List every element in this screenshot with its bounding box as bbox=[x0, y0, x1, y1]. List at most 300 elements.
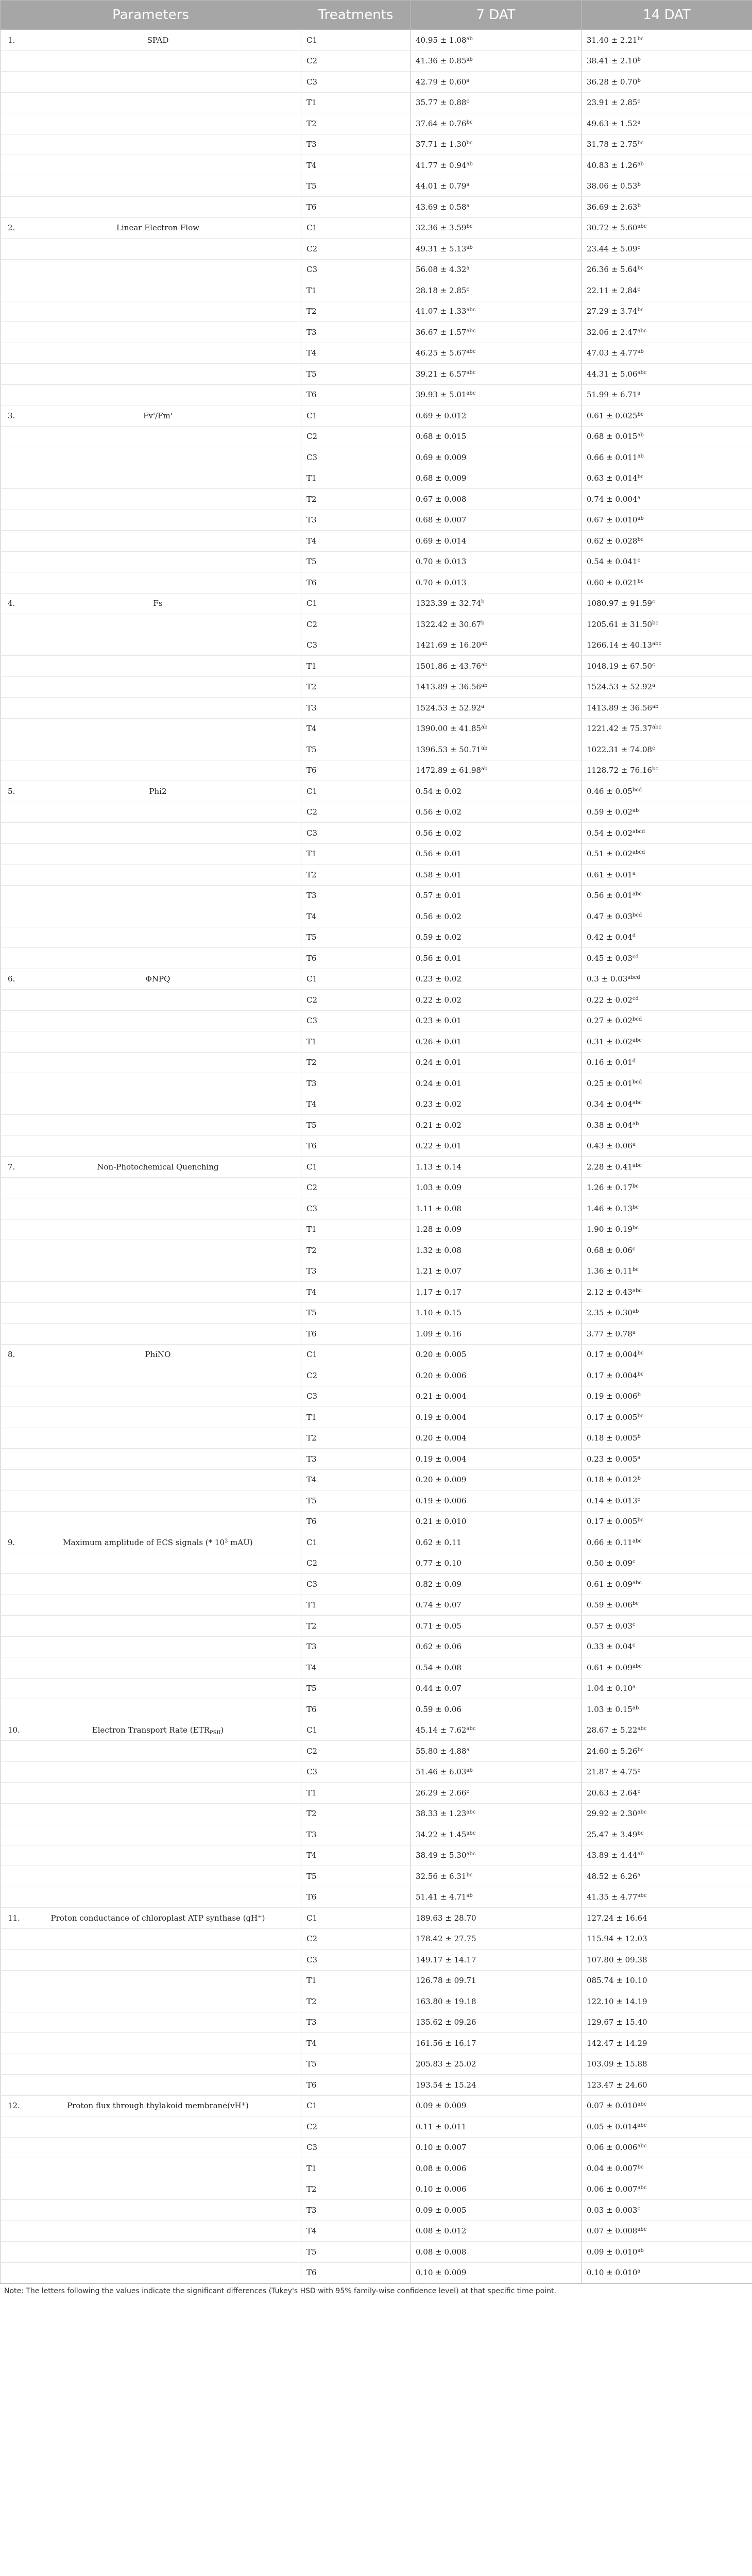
treatment-cell: T1 bbox=[301, 656, 411, 677]
treatment-cell: C2 bbox=[301, 1928, 411, 1950]
treatment-cell: C2 bbox=[301, 2116, 411, 2138]
value-7dat-cell bbox=[411, 1136, 582, 1157]
value-14dat: 0.67 ± 0.010 bbox=[587, 515, 638, 525]
value-7dat-significance-letters: b bbox=[481, 599, 485, 605]
value-14dat-cell bbox=[582, 1783, 752, 1804]
value-7dat-significance-letters: a bbox=[466, 77, 470, 83]
parameter-number: 8. bbox=[8, 1350, 15, 1360]
treatment-cell: C3 bbox=[301, 72, 411, 93]
value-7dat: 0.59 ± 0.02 bbox=[416, 933, 462, 942]
value-14dat-cell bbox=[582, 1302, 752, 1324]
value-7dat-significance-letters: abc bbox=[466, 307, 476, 313]
parameter-name-tail: ) bbox=[220, 1725, 224, 1735]
value-14dat-significance-letters: abc bbox=[637, 2185, 647, 2191]
value-7dat-significance-letters: a bbox=[466, 1747, 470, 1753]
parameter-name-sub: PSII bbox=[209, 1730, 221, 1736]
value-14dat-cell bbox=[582, 2095, 752, 2116]
treatment-cell: T2 bbox=[301, 1991, 411, 2012]
value-7dat-cell bbox=[411, 698, 582, 719]
treatment-cell: T1 bbox=[301, 2158, 411, 2179]
treatment-cell: T2 bbox=[301, 489, 411, 510]
value-7dat-cell bbox=[411, 134, 582, 155]
value-14dat-cell bbox=[582, 1866, 752, 1887]
parameter-name bbox=[5, 599, 301, 608]
value-7dat: 0.19 ± 0.004 bbox=[416, 1412, 467, 1422]
value-14dat: 115.94 ± 12.03 bbox=[587, 1934, 647, 1944]
table-row bbox=[1, 2221, 752, 2242]
value-7dat-cell bbox=[411, 676, 582, 698]
parameter-cell bbox=[1, 802, 301, 823]
value-7dat: 40.95 ± 1.08 bbox=[416, 35, 467, 45]
table-row bbox=[1, 239, 752, 260]
value-14dat: 085.74 ± 10.10 bbox=[587, 1976, 647, 1986]
value-14dat: 0.22 ± 0.02 bbox=[587, 995, 633, 1005]
parameter-cell bbox=[1, 2054, 301, 2075]
value-14dat: 2.35 ± 0.30 bbox=[587, 1308, 633, 1318]
parameter-cell bbox=[1, 134, 301, 155]
value-14dat-significance-letters: cd bbox=[632, 954, 639, 960]
value-14dat: 0.16 ± 0.01 bbox=[587, 1058, 633, 1067]
value-14dat: 41.35 ± 4.77 bbox=[587, 1892, 638, 1902]
parameter-cell bbox=[1, 1407, 301, 1428]
value-7dat-cell bbox=[411, 1344, 582, 1365]
value-7dat: 0.23 ± 0.01 bbox=[416, 1016, 462, 1026]
table-row bbox=[1, 468, 752, 489]
value-14dat-significance-letters: a bbox=[632, 870, 636, 876]
value-14dat-significance-letters: ab bbox=[632, 1121, 639, 1127]
treatment-cell: T6 bbox=[301, 572, 411, 594]
value-14dat: 0.04 ± 0.007 bbox=[587, 2163, 638, 2173]
table-row bbox=[1, 1991, 752, 2012]
table-row bbox=[1, 1344, 752, 1365]
parameter-cell bbox=[1, 1261, 301, 1282]
value-14dat-cell bbox=[582, 1282, 752, 1303]
value-7dat: 49.31 ± 5.13 bbox=[416, 244, 467, 253]
table-row bbox=[1, 948, 752, 969]
table-row bbox=[1, 1595, 752, 1616]
value-7dat-cell bbox=[411, 1511, 582, 1532]
parameter-number: 7. bbox=[8, 1162, 15, 1172]
table-row bbox=[1, 843, 752, 865]
value-14dat-cell bbox=[582, 1010, 752, 1031]
value-14dat-cell bbox=[582, 948, 752, 969]
value-7dat: 28.18 ± 2.85 bbox=[416, 285, 467, 295]
value-7dat: 0.20 ± 0.009 bbox=[416, 1475, 467, 1485]
value-14dat-significance-letters: bc bbox=[637, 265, 644, 272]
table-row bbox=[1, 1574, 752, 1595]
parameter-name-sup: + bbox=[241, 2102, 246, 2108]
treatment-cell: T5 bbox=[301, 364, 411, 385]
parameter-name bbox=[5, 223, 301, 232]
value-7dat: 0.26 ± 0.01 bbox=[416, 1037, 462, 1046]
value-14dat: 2.12 ± 0.43 bbox=[587, 1287, 633, 1297]
value-7dat: 36.67 ± 1.57 bbox=[416, 327, 467, 337]
value-7dat: 1501.86 ± 43.76 bbox=[416, 661, 482, 671]
value-14dat-cell bbox=[582, 1511, 752, 1532]
treatment-cell: T5 bbox=[301, 927, 411, 948]
table-row bbox=[1, 2075, 752, 2096]
value-14dat-cell bbox=[582, 405, 752, 427]
parameter-name-tail: ) bbox=[245, 2101, 249, 2111]
value-7dat-cell bbox=[411, 1386, 582, 1407]
parameter-cell bbox=[1, 1302, 301, 1324]
value-14dat-cell bbox=[582, 1344, 752, 1365]
parameter-cell bbox=[1, 50, 301, 72]
table-row bbox=[1, 1908, 752, 1929]
value-14dat: 0.63 ± 0.014 bbox=[587, 473, 638, 483]
value-14dat: 0.18 ± 0.005 bbox=[587, 1433, 638, 1443]
value-7dat-cell bbox=[411, 1595, 582, 1616]
value-14dat-cell bbox=[582, 50, 752, 72]
value-14dat-cell bbox=[582, 2075, 752, 2096]
parameter-cell bbox=[1, 1678, 301, 1699]
value-14dat-significance-letters: ab bbox=[637, 2247, 644, 2253]
treatment-cell: T1 bbox=[301, 1970, 411, 1991]
value-14dat: 2.28 ± 0.41 bbox=[587, 1162, 633, 1172]
value-7dat: 41.36 ± 0.85 bbox=[416, 56, 467, 66]
value-7dat-cell bbox=[411, 2054, 582, 2075]
parameter-cell bbox=[1, 217, 301, 239]
treatment-cell: T6 bbox=[301, 760, 411, 781]
value-7dat-significance-letters: ab bbox=[481, 683, 488, 689]
value-14dat: 0.06 ± 0.006 bbox=[587, 2143, 638, 2153]
value-14dat-cell bbox=[582, 280, 752, 301]
value-14dat-cell bbox=[582, 1324, 752, 1345]
value-7dat: 1.09 ± 0.16 bbox=[416, 1329, 462, 1338]
value-14dat-cell bbox=[582, 2200, 752, 2221]
table-row bbox=[1, 2262, 752, 2283]
value-14dat-cell bbox=[582, 1887, 752, 1908]
treatment-cell: T3 bbox=[301, 1261, 411, 1282]
value-7dat: 0.70 ± 0.013 bbox=[416, 578, 467, 587]
value-7dat-cell bbox=[411, 239, 582, 260]
value-7dat-significance-letters: bc bbox=[466, 224, 473, 230]
value-7dat: 1.10 ± 0.15 bbox=[416, 1308, 462, 1318]
value-14dat: 38.06 ± 0.53 bbox=[587, 181, 638, 191]
value-14dat-significance-letters: c bbox=[637, 98, 641, 105]
table-row bbox=[1, 1073, 752, 1094]
parameter-cell bbox=[1, 1783, 301, 1804]
treatment-cell: T6 bbox=[301, 1136, 411, 1157]
treatment-cell: T4 bbox=[301, 2033, 411, 2054]
table-row bbox=[1, 1177, 752, 1198]
value-14dat: 31.40 ± 2.21 bbox=[587, 35, 638, 45]
value-14dat-cell bbox=[582, 1616, 752, 1637]
value-14dat: 0.56 ± 0.01 bbox=[587, 891, 633, 901]
value-7dat-significance-letters: ab bbox=[466, 36, 473, 42]
value-7dat: 0.11 ± 0.011 bbox=[416, 2122, 467, 2131]
value-14dat-significance-letters: bc bbox=[637, 307, 644, 313]
value-14dat-cell bbox=[582, 197, 752, 218]
table-row bbox=[1, 364, 752, 385]
parameter-cell bbox=[1, 1469, 301, 1490]
value-14dat-significance-letters: bc bbox=[637, 1413, 644, 1419]
value-14dat-significance-letters: bc bbox=[632, 1183, 639, 1190]
table-row bbox=[1, 1532, 752, 1553]
parameter-cell bbox=[1, 698, 301, 719]
value-14dat: 0.68 ± 0.06 bbox=[587, 1245, 633, 1255]
value-7dat-cell bbox=[411, 1678, 582, 1699]
treatment-cell: C1 bbox=[301, 1532, 411, 1553]
value-14dat: 22.11 ± 2.84 bbox=[587, 285, 638, 295]
treatment-cell: C1 bbox=[301, 2095, 411, 2116]
value-7dat-cell bbox=[411, 1073, 582, 1094]
parameter-name bbox=[5, 1538, 301, 1547]
value-14dat: 0.3 ± 0.03 bbox=[587, 974, 628, 984]
value-14dat: 0.25 ± 0.01 bbox=[587, 1078, 633, 1088]
value-7dat-significance-letters: ab bbox=[466, 1893, 473, 1899]
value-14dat-significance-letters: abc bbox=[637, 2102, 647, 2108]
value-14dat-significance-letters: abc bbox=[632, 1162, 642, 1168]
value-7dat-significance-letters: ab bbox=[481, 766, 488, 772]
value-14dat-significance-letters: a bbox=[637, 1872, 641, 1878]
parameter-cell bbox=[1, 2095, 301, 2116]
treatment-cell: C3 bbox=[301, 823, 411, 844]
treatment-cell: T2 bbox=[301, 2179, 411, 2200]
parameter-cell bbox=[1, 1866, 301, 1887]
table-row bbox=[1, 1720, 752, 1741]
parameter-name bbox=[5, 1725, 301, 1735]
table-row bbox=[1, 30, 752, 51]
value-7dat-significance-letters: ab bbox=[466, 1768, 473, 1774]
parameter-cell bbox=[1, 927, 301, 948]
value-7dat-significance-letters: ab bbox=[481, 641, 488, 647]
table-row bbox=[1, 1928, 752, 1950]
table-note: Note: The letters following the values indicate the significant differences (Tukey's HSD with 95% family-wise confidence level) at that specific time point. bbox=[0, 2283, 752, 2298]
treatment-cell: T3 bbox=[301, 698, 411, 719]
value-14dat-cell bbox=[582, 259, 752, 280]
parameter-name bbox=[5, 2101, 301, 2110]
table-row bbox=[1, 1845, 752, 1866]
value-14dat: 127.24 ± 16.64 bbox=[587, 1913, 647, 1923]
value-7dat: 0.54 ± 0.08 bbox=[416, 1663, 462, 1672]
treatment-cell: T2 bbox=[301, 865, 411, 886]
parameter-name-text: Electron Transport Rate (ETR bbox=[92, 1725, 210, 1735]
value-14dat-significance-letters: bc bbox=[632, 1601, 639, 1607]
table-header bbox=[1, 1, 752, 30]
value-14dat-significance-letters: bc bbox=[637, 1517, 644, 1523]
value-7dat: 1390.00 ± 41.85 bbox=[416, 724, 482, 734]
table-row bbox=[1, 718, 752, 739]
table-row bbox=[1, 510, 752, 531]
value-7dat-cell bbox=[411, 1553, 582, 1574]
value-14dat-significance-letters: ab bbox=[637, 161, 644, 167]
table-row bbox=[1, 259, 752, 280]
value-14dat-cell bbox=[582, 1386, 752, 1407]
value-14dat-cell bbox=[582, 1031, 752, 1053]
value-7dat-cell bbox=[411, 1532, 582, 1553]
table-row bbox=[1, 322, 752, 343]
value-14dat-significance-letters: abc bbox=[637, 369, 647, 376]
header-row bbox=[1, 1, 752, 30]
value-14dat-cell bbox=[582, 1803, 752, 1824]
parameter-cell bbox=[1, 1073, 301, 1094]
value-7dat-cell bbox=[411, 447, 582, 468]
value-7dat: 0.21 ± 0.004 bbox=[416, 1392, 467, 1401]
value-14dat-significance-letters: ab bbox=[632, 808, 639, 814]
value-14dat: 0.66 ± 0.011 bbox=[587, 452, 638, 462]
value-14dat: 0.14 ± 0.013 bbox=[587, 1496, 638, 1505]
value-14dat-significance-letters: bcd bbox=[632, 1079, 642, 1085]
parameter-cell bbox=[1, 2221, 301, 2242]
value-14dat-significance-letters: c bbox=[637, 1768, 641, 1774]
value-14dat-cell bbox=[582, 217, 752, 239]
table-row bbox=[1, 802, 752, 823]
value-14dat-significance-letters: bc bbox=[637, 2164, 644, 2170]
treatment-cell: T3 bbox=[301, 1636, 411, 1657]
value-14dat-cell bbox=[582, 2012, 752, 2033]
value-14dat-significance-letters: ab bbox=[632, 1309, 639, 1315]
parameter-name-text: Non-Photochemical Quenching bbox=[97, 1162, 219, 1172]
parameter-cell bbox=[1, 2262, 301, 2283]
table-row bbox=[1, 1866, 752, 1887]
value-14dat-significance-letters: abc bbox=[652, 724, 662, 731]
value-7dat-cell bbox=[411, 990, 582, 1011]
table-row bbox=[1, 176, 752, 197]
value-14dat-significance-letters: abc bbox=[632, 1100, 642, 1106]
table-row bbox=[1, 572, 752, 594]
table-row bbox=[1, 1490, 752, 1512]
value-7dat: 43.69 ± 0.58 bbox=[416, 202, 467, 212]
parameter-cell bbox=[1, 885, 301, 906]
table-row bbox=[1, 1553, 752, 1574]
treatment-cell: T4 bbox=[301, 1845, 411, 1866]
value-7dat-cell bbox=[411, 1741, 582, 1762]
value-7dat-cell bbox=[411, 72, 582, 93]
parameter-cell bbox=[1, 1991, 301, 2012]
table-row bbox=[1, 760, 752, 781]
parameter-cell bbox=[1, 1532, 301, 1553]
table-row bbox=[1, 1261, 752, 1282]
table-row bbox=[1, 2033, 752, 2054]
treatment-cell: C1 bbox=[301, 1344, 411, 1365]
value-14dat-cell bbox=[582, 1052, 752, 1073]
value-7dat-significance-letters: a bbox=[466, 202, 470, 209]
table-row bbox=[1, 92, 752, 113]
value-14dat-cell bbox=[582, 656, 752, 677]
value-14dat-significance-letters: abc bbox=[637, 2227, 647, 2233]
value-14dat-significance-letters: bcd bbox=[632, 1016, 642, 1023]
value-7dat-cell bbox=[411, 1094, 582, 1115]
value-7dat: 41.77 ± 0.94 bbox=[416, 160, 467, 170]
value-7dat: 178.42 ± 27.75 bbox=[416, 1934, 476, 1944]
value-7dat: 44.01 ± 0.79 bbox=[416, 181, 467, 191]
value-14dat-cell bbox=[582, 113, 752, 134]
value-14dat-significance-letters: ab bbox=[637, 432, 644, 438]
table-row bbox=[1, 1052, 752, 1073]
value-14dat-cell bbox=[582, 1198, 752, 1219]
treatment-cell: T3 bbox=[301, 2200, 411, 2221]
table-row bbox=[1, 1803, 752, 1824]
value-7dat-cell bbox=[411, 176, 582, 197]
value-7dat: 0.24 ± 0.01 bbox=[416, 1078, 462, 1088]
value-7dat: 1472.89 ± 61.98 bbox=[416, 766, 482, 775]
table-row bbox=[1, 1365, 752, 1386]
value-14dat-significance-letters: bc bbox=[637, 1350, 644, 1357]
parameter-cell bbox=[1, 426, 301, 447]
treatment-cell: T3 bbox=[301, 1073, 411, 1094]
value-14dat: 1080.97 ± 91.59 bbox=[587, 599, 653, 608]
value-14dat-significance-letters: ab bbox=[637, 453, 644, 459]
value-14dat: 21.87 ± 4.75 bbox=[587, 1767, 638, 1777]
value-7dat-cell bbox=[411, 1469, 582, 1490]
value-14dat-significance-letters: bc bbox=[652, 766, 659, 772]
value-14dat: 0.54 ± 0.02 bbox=[587, 828, 633, 838]
parameter-cell bbox=[1, 1657, 301, 1679]
value-7dat-cell bbox=[411, 113, 582, 134]
value-14dat-cell bbox=[582, 239, 752, 260]
parameter-cell bbox=[1, 1177, 301, 1198]
treatment-cell: T5 bbox=[301, 2242, 411, 2263]
value-7dat-cell bbox=[411, 50, 582, 72]
value-7dat: 0.71 ± 0.05 bbox=[416, 1621, 462, 1631]
value-14dat: 1413.89 ± 36.56 bbox=[587, 703, 653, 713]
parameter-cell bbox=[1, 2137, 301, 2158]
value-7dat: 0.21 ± 0.02 bbox=[416, 1120, 462, 1130]
treatment-cell: C1 bbox=[301, 30, 411, 51]
treatment-cell: T5 bbox=[301, 1866, 411, 1887]
treatment-cell: T4 bbox=[301, 1657, 411, 1679]
value-14dat-cell bbox=[582, 531, 752, 552]
value-14dat-significance-letters: bc bbox=[652, 620, 659, 626]
value-7dat: 55.80 ± 4.88 bbox=[416, 1746, 467, 1756]
table-row bbox=[1, 676, 752, 698]
value-7dat: 51.46 ± 6.03 bbox=[416, 1767, 467, 1777]
value-7dat-significance-letters: c bbox=[466, 98, 470, 105]
value-14dat-cell bbox=[582, 1094, 752, 1115]
value-14dat-significance-letters: a bbox=[637, 119, 641, 125]
treatment-cell: T1 bbox=[301, 1031, 411, 1053]
value-14dat: 0.62 ± 0.028 bbox=[587, 536, 638, 546]
value-7dat: 34.22 ± 1.45 bbox=[416, 1829, 467, 1839]
value-14dat: 36.69 ± 2.63 bbox=[587, 202, 638, 212]
treatment-cell: T6 bbox=[301, 1699, 411, 1720]
value-7dat-cell bbox=[411, 2012, 582, 2033]
treatment-cell: T5 bbox=[301, 176, 411, 197]
header-7-dat: 7 DAT bbox=[411, 1, 582, 30]
value-14dat: 0.60 ± 0.021 bbox=[587, 578, 638, 587]
value-7dat-cell bbox=[411, 2116, 582, 2138]
table-row bbox=[1, 1115, 752, 1136]
parameter-cell bbox=[1, 1198, 301, 1219]
value-7dat-cell bbox=[411, 384, 582, 405]
value-14dat-cell bbox=[582, 489, 752, 510]
value-14dat-cell bbox=[582, 1407, 752, 1428]
value-14dat-cell bbox=[582, 1219, 752, 1240]
value-7dat-cell bbox=[411, 1824, 582, 1845]
value-14dat: 0.05 ± 0.014 bbox=[587, 2122, 638, 2131]
value-14dat-cell bbox=[582, 2179, 752, 2200]
value-7dat: 0.08 ± 0.006 bbox=[416, 2163, 467, 2173]
header-parameters: Parameters bbox=[1, 1, 301, 30]
value-14dat: 0.31 ± 0.02 bbox=[587, 1037, 633, 1046]
table-row bbox=[1, 551, 752, 572]
table-row bbox=[1, 1887, 752, 1908]
parameter-number: 6. bbox=[8, 974, 15, 984]
value-14dat-cell bbox=[582, 2116, 752, 2138]
parameter-cell bbox=[1, 30, 301, 51]
value-7dat-cell bbox=[411, 92, 582, 113]
table-row bbox=[1, 1824, 752, 1845]
value-14dat-significance-letters: bcd bbox=[632, 787, 642, 793]
table-row bbox=[1, 1407, 752, 1428]
table-row bbox=[1, 1198, 752, 1219]
value-14dat-cell bbox=[582, 2137, 752, 2158]
value-14dat: 31.78 ± 2.75 bbox=[587, 140, 638, 149]
treatment-cell: T2 bbox=[301, 1052, 411, 1073]
value-7dat-cell bbox=[411, 1866, 582, 1887]
value-7dat-significance-letters: abc bbox=[466, 391, 476, 397]
